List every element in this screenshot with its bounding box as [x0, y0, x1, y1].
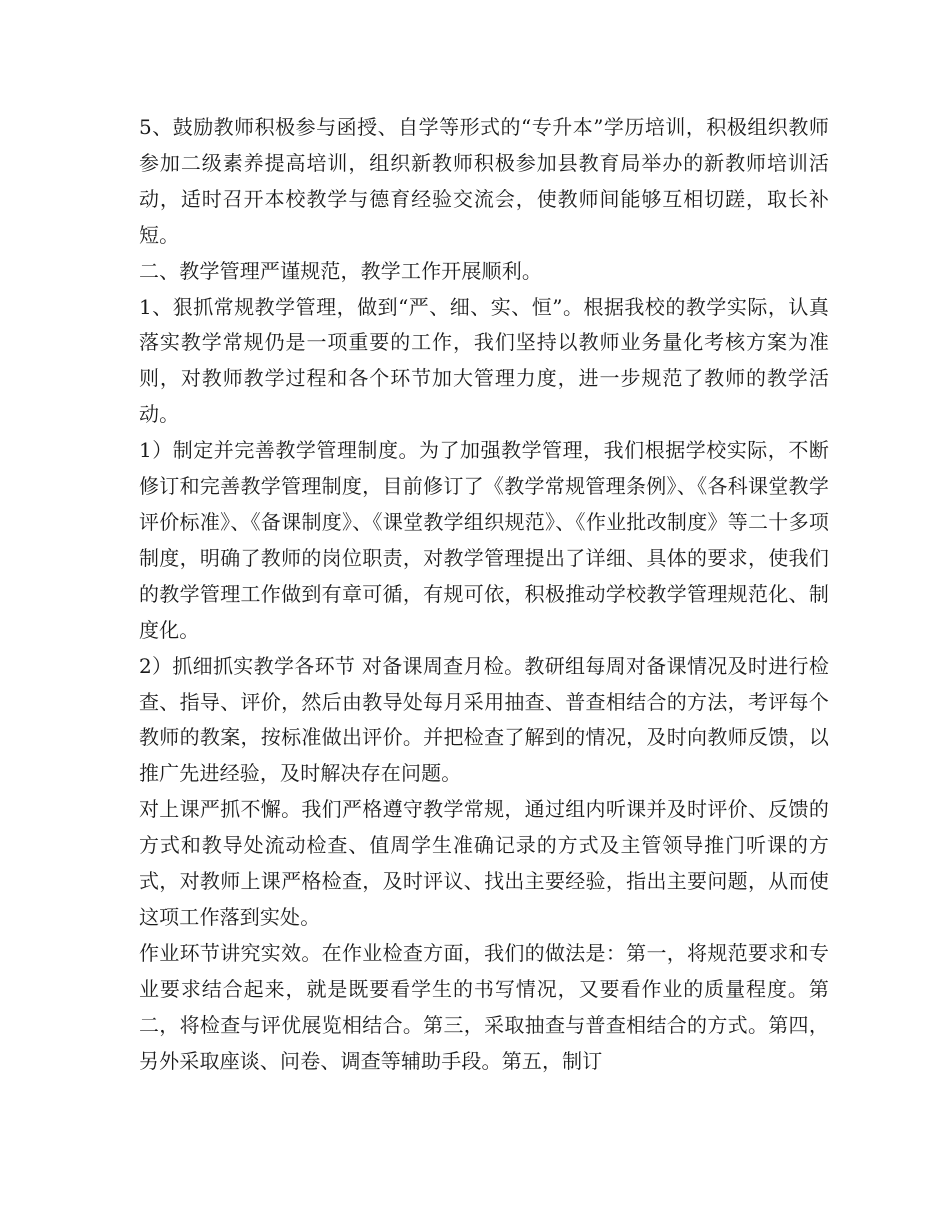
section-heading-teaching-management: 二、教学管理严谨规范，教学工作开展顺利。 — [139, 258, 542, 283]
paragraph-teacher-training: 5、鼓励教师积极参与函授、自学等形式的“专升本”学历培训，积极组织教师参加二级素养提高培训，组织新教师积极参加县教育局举办的新教师培训活动，适时召开本校教学与德育经验交流会，使教师间能够互相切蹉，取长补短。 — [139, 115, 829, 247]
paragraph-routine-management: 1、狠抓常规教学管理，做到“严、细、实、恒”。根据我校的教学实际，认真落实教学常规仍是一项重要的工作，我们坚持以教师业务量化考核方案为准则，对教师教学过程和各个环节加大管理力度，进一步规范了教师的教学活动。 — [139, 294, 829, 427]
paragraph-management-system: 1）制定并完善教学管理制度。为了加强教学管理，我们根据学校实际，不断修订和完善教学管理制度，目前修订了《教学常规管理条例》、《各科课堂教学评价标准》、《备课制度》、《课堂教学组织规范》、《作业批改制度》等二十多项制度，明确了教师的岗位职责，对教学管理提出了详细、具体的要求，使我们的教学管理工作做到有章可循，有规可依，积极推动学校教学管理规范化、制度化。 — [139, 438, 829, 642]
paragraph-lesson-preparation: 2）抓细抓实教学各环节 对备课周查月检。教研组每周对备课情况及时进行检查、指导、评价，然后由教导处每月采用抽查、普查相结合的方法，考评每个教师的教案，按标准做出评价。并把检查了解到的情况，及时向教师反馈，以推广先进经验，及时解决存在问题。 — [139, 653, 829, 786]
paragraph-homework-checking: 作业环节讲究实效。在作业检查方面，我们的做法是：第一，将规范要求和专业要求结合起来，就是既要看学生的书写情况，又要看作业的质量程度。第二，将检查与评优展览相结合。第三，采取抽查与普查相结合的方式。第四，另外采取座谈、问卷、调查等辅助手段。第五，制订 — [139, 940, 829, 1073]
document-body — [139, 110, 829, 1079]
paragraph-class-inspection: 对上课严抓不懈。我们严格遵守教学常规，通过组内听课并及时评价、反馈的方式和教导处流动检查、值周学生准确记录的方式及主管领导推门听课的方式，对教师上课严格检查，及时评议、找出主要经验，指出主要问题，从而使这项工作落到实处。 — [139, 797, 829, 929]
